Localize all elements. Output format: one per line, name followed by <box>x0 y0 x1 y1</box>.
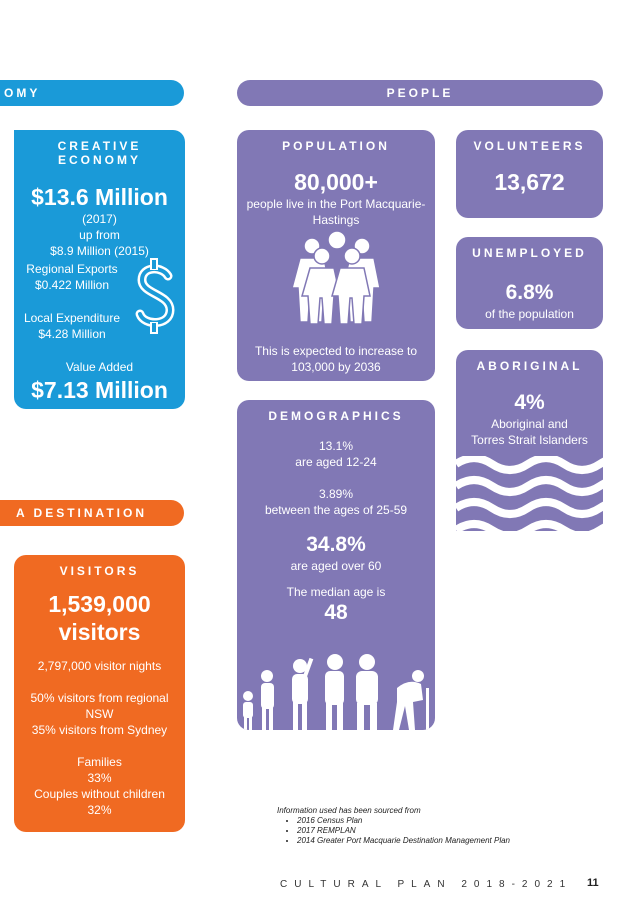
visitors-value-unit: visitors <box>58 619 141 645</box>
page-number: 11 <box>587 877 599 889</box>
creative-economy-card <box>14 130 185 409</box>
demographics-title: DEMOGRAPHICS <box>268 409 404 423</box>
population-title: POPULATION <box>282 139 390 153</box>
volunteers-title: VOLUNTEERS <box>473 139 586 153</box>
visitors-regional-2: NSW <box>85 707 114 721</box>
demo-stat-2-value: 3.89% <box>318 487 354 501</box>
visitors-card <box>14 555 185 832</box>
unemployed-desc: of the population <box>485 307 574 321</box>
source-list <box>277 816 510 846</box>
aboriginal-card <box>456 350 603 531</box>
demographics-card <box>237 400 435 730</box>
median-age-value: 48 <box>324 601 348 624</box>
demo-stat-2-desc: between the ages of 25-59 <box>264 503 408 517</box>
aboriginal-title: ABORIGINAL <box>476 359 583 373</box>
source-item: • 2014 Greater Port Macquarie Destination Management Plan <box>297 836 510 846</box>
aboriginal-desc-1: Aboriginal and <box>491 417 568 431</box>
source-intro: Information used has been sourced from <box>277 806 421 815</box>
population-desc-1: people live in the Port Macquarie- <box>246 197 426 211</box>
source-note <box>277 806 510 846</box>
volunteers-card <box>456 130 603 218</box>
unemployed-card <box>456 237 603 329</box>
unemployed-value: 6.8% <box>505 281 554 304</box>
local-expenditure-label: Local Expenditure <box>23 311 121 325</box>
exports-label: Regional Exports <box>26 262 118 276</box>
source-item: • 2016 Census Plan <box>297 816 510 826</box>
median-age-label: The median age is <box>286 585 386 599</box>
aboriginal-value: 4% <box>514 391 545 414</box>
local-expenditure-value: $4.28 Million <box>38 327 106 341</box>
visitors-value: 1,539,000 <box>48 591 151 617</box>
demo-stat-1-desc: are aged 12-24 <box>295 455 377 469</box>
population-projection-1: This is expected to increase to <box>254 344 418 358</box>
age-silhouettes-icon <box>237 652 435 730</box>
people-group-icon <box>290 230 384 326</box>
value-added-label: Value Added <box>65 360 134 374</box>
creative-year: (2017) <box>82 212 117 226</box>
population-value: 80,000+ <box>294 169 378 195</box>
families-value: 33% <box>87 771 112 785</box>
source-item: • 2017 REMPLAN <box>297 826 510 836</box>
visitors-title: VISITORS <box>59 564 140 578</box>
population-projection-2: 103,000 by 2036 <box>291 360 381 374</box>
creative-up-from: up from <box>79 228 120 242</box>
exports-value: $0.422 Million <box>34 278 110 292</box>
population-desc-2: Hastings <box>312 213 360 227</box>
visitors-regional-1: 50% visitors from regional <box>30 691 169 705</box>
dollar-icon <box>132 254 178 340</box>
population-card <box>237 130 435 381</box>
creative-headline: $13.6 Million <box>31 184 168 210</box>
couples-value: 32% <box>87 803 112 817</box>
destination-header: A DESTINATION <box>0 500 184 526</box>
people-header: PEOPLE <box>237 80 603 106</box>
creative-prior: $8.9 Million (2015) <box>50 244 149 258</box>
visitor-nights: 2,797,000 visitor nights <box>37 659 162 673</box>
demo-stat-3-value: 34.8% <box>306 533 366 556</box>
economy-header: OMY <box>0 80 184 106</box>
aboriginal-desc-2: Torres Strait Islanders <box>471 433 588 447</box>
waves-icon <box>456 456 603 531</box>
couples-label: Couples without children <box>34 787 165 801</box>
creative-economy-title: CREATIVE ECONOMY <box>57 139 142 167</box>
footer-title: CULTURAL PLAN 2018-2021 <box>280 879 573 890</box>
demo-stat-3-desc: are aged over 60 <box>290 559 382 573</box>
visitors-sydney: 35% visitors from Sydney <box>31 723 168 737</box>
volunteers-value: 13,672 <box>494 169 565 195</box>
families-label: Families <box>77 755 122 769</box>
unemployed-title: UNEMPLOYED <box>472 246 587 260</box>
value-added: $7.13 Million <box>31 377 168 403</box>
demo-stat-1-value: 13.1% <box>318 439 354 453</box>
